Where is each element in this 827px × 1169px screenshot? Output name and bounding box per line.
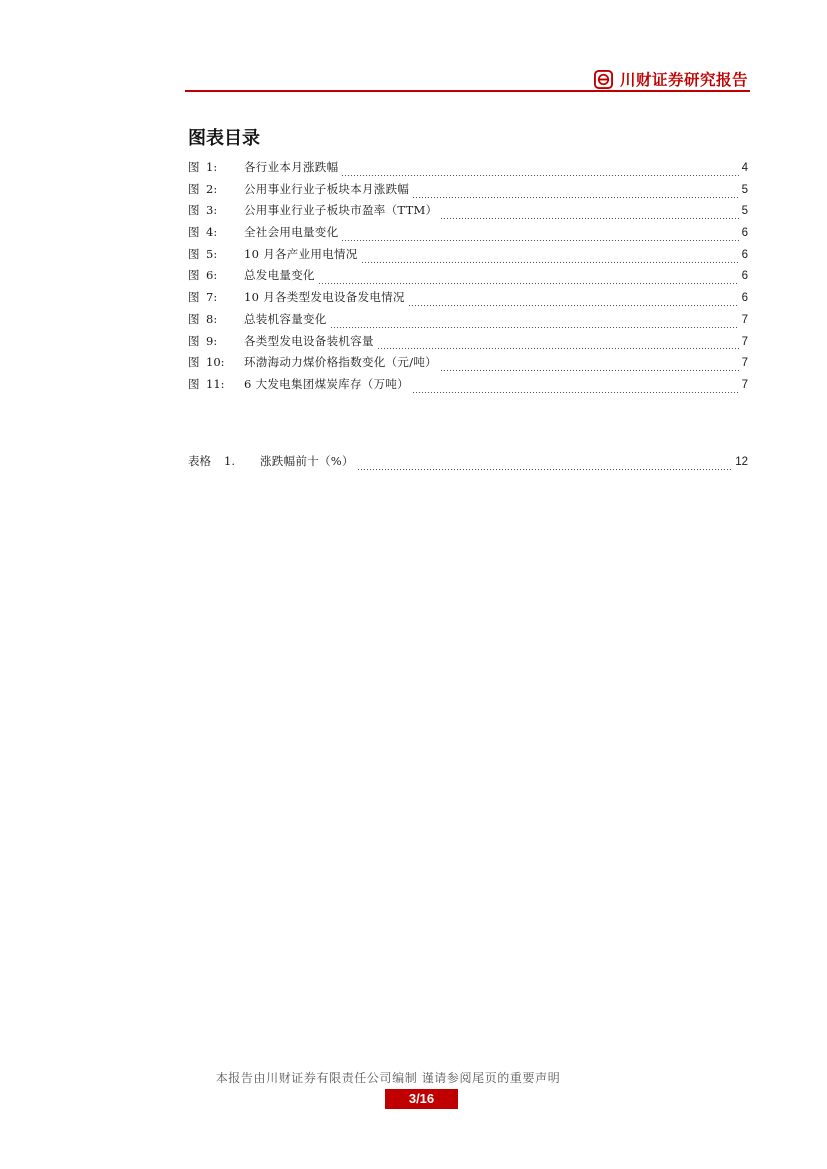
toc-entry-title: 公用事业行业子板块本月涨跌幅 — [244, 181, 410, 196]
dot-leader — [412, 384, 739, 394]
toc-entry-prefix: 图 — [188, 311, 200, 326]
toc-entry-label — [188, 287, 244, 309]
toc-entry-prefix: 图 — [188, 225, 200, 240]
dot-leader — [357, 461, 732, 471]
brand-name: 川财证券研究报告 — [619, 71, 748, 89]
dot-leader — [440, 210, 738, 220]
chuancai-logo-icon — [594, 70, 613, 89]
toc-entry-title: 总装机容量变化 — [244, 311, 327, 326]
toc-entry-number: 1: — [206, 160, 218, 174]
header-rule — [185, 90, 750, 92]
toc-entry-prefix: 图 — [188, 246, 200, 261]
toc-entry-number: 7: — [206, 290, 218, 305]
toc-entry-label — [188, 331, 244, 353]
toc-title: 图表目录 — [188, 128, 260, 149]
toc-entry-number: 9: — [206, 333, 218, 348]
table-list — [188, 451, 748, 473]
toc-entry-prefix: 图 — [188, 268, 200, 283]
toc-entry-label — [188, 222, 244, 244]
toc-entry-prefix: 图 — [188, 160, 200, 174]
toc-entry-label — [188, 374, 244, 396]
toc-entry[interactable] — [188, 265, 748, 287]
toc-entry-prefix: 图 — [188, 203, 200, 218]
toc-entry[interactable] — [188, 222, 748, 244]
toc-entry[interactable] — [188, 200, 748, 222]
page-number: 3/16 — [385, 1089, 458, 1109]
dot-leader — [408, 297, 739, 307]
toc-entry-page: 6 — [741, 270, 748, 283]
toc-entry-label — [188, 451, 260, 473]
report-header — [185, 64, 750, 94]
toc-entry-page: 4 — [741, 162, 748, 174]
toc-entry-page: 7 — [741, 335, 748, 348]
toc-entry-label — [188, 265, 244, 287]
toc-entry-label — [188, 200, 244, 222]
toc-entry-page: 6 — [741, 227, 748, 240]
dot-leader — [361, 254, 739, 264]
toc-entry-number: 3: — [206, 203, 218, 218]
toc-entry-prefix: 图 — [188, 355, 200, 370]
toc-entry-prefix: 图 — [188, 333, 200, 348]
toc-entry-number: 1. — [224, 454, 235, 468]
toc-entry-title: 环渤海动力煤价格指数变化（元/吨） — [244, 355, 437, 370]
toc-entry-title: 10 月各产业用电情况 — [244, 246, 358, 261]
dot-leader — [377, 340, 739, 350]
toc-entry-number: 10: — [206, 355, 225, 370]
dot-leader — [341, 232, 738, 242]
toc-entry-label — [188, 309, 244, 331]
toc-entry-prefix: 表格 — [188, 454, 211, 468]
toc-entry[interactable] — [188, 352, 748, 374]
figure-list — [188, 157, 748, 396]
dot-leader — [341, 167, 738, 177]
toc-entry-title: 各行业本月涨跌幅 — [244, 160, 339, 174]
toc-entry-page: 7 — [741, 378, 748, 391]
toc-entry-page: 5 — [741, 183, 748, 196]
toc-entry-label — [188, 244, 244, 266]
toc-entry-title: 6 大发电集团煤炭库存（万吨） — [244, 376, 409, 391]
dot-leader — [440, 362, 739, 372]
toc-entry-page: 12 — [735, 456, 748, 468]
brand — [594, 68, 748, 90]
toc-entry-number: 2: — [206, 181, 218, 196]
toc-entry-label — [188, 157, 244, 179]
toc-entry-title: 涨跌幅前十（%） — [260, 454, 354, 468]
toc-entry-prefix: 图 — [188, 290, 200, 305]
dot-leader — [412, 189, 738, 199]
toc-entry-number: 5: — [206, 246, 218, 261]
toc-entry[interactable] — [188, 179, 748, 201]
toc-entry[interactable] — [188, 451, 748, 473]
toc-entry[interactable] — [188, 287, 748, 309]
footer-disclaimer: 本报告由川财证券有限责任公司编制 谨请参阅尾页的重要声明 — [215, 1071, 561, 1085]
toc-entry-page: 5 — [741, 205, 748, 218]
toc-entry-page: 6 — [741, 292, 748, 305]
toc-entry[interactable] — [188, 331, 748, 353]
toc-entry-title: 全社会用电量变化 — [244, 225, 339, 240]
toc-entry[interactable] — [188, 374, 748, 396]
toc-entry-title: 公用事业行业子板块市盈率（TTM） — [244, 203, 438, 218]
toc-entry-page: 7 — [741, 357, 748, 370]
toc-entry-label — [188, 179, 244, 201]
toc-entry-page: 7 — [741, 313, 748, 326]
toc-entry-number: 11: — [206, 376, 225, 391]
toc-entry[interactable] — [188, 244, 748, 266]
toc-entry-title: 10 月各类型发电设备发电情况 — [244, 290, 405, 305]
toc-entry-number: 8: — [206, 311, 218, 326]
toc-entry-prefix: 图 — [188, 376, 200, 391]
dot-leader — [330, 319, 739, 329]
toc-entry-number: 6: — [206, 268, 218, 283]
toc-entry-number: 4: — [206, 225, 218, 240]
dot-leader — [318, 275, 739, 285]
toc-entry-prefix: 图 — [188, 181, 200, 196]
toc-entry[interactable] — [188, 309, 748, 331]
toc-entry-page: 6 — [741, 248, 748, 261]
toc-entry-title: 总发电量变化 — [244, 268, 315, 283]
toc-entry[interactable] — [188, 157, 748, 179]
toc-entry-label — [188, 352, 244, 374]
toc-entry-title: 各类型发电设备装机容量 — [244, 333, 374, 348]
